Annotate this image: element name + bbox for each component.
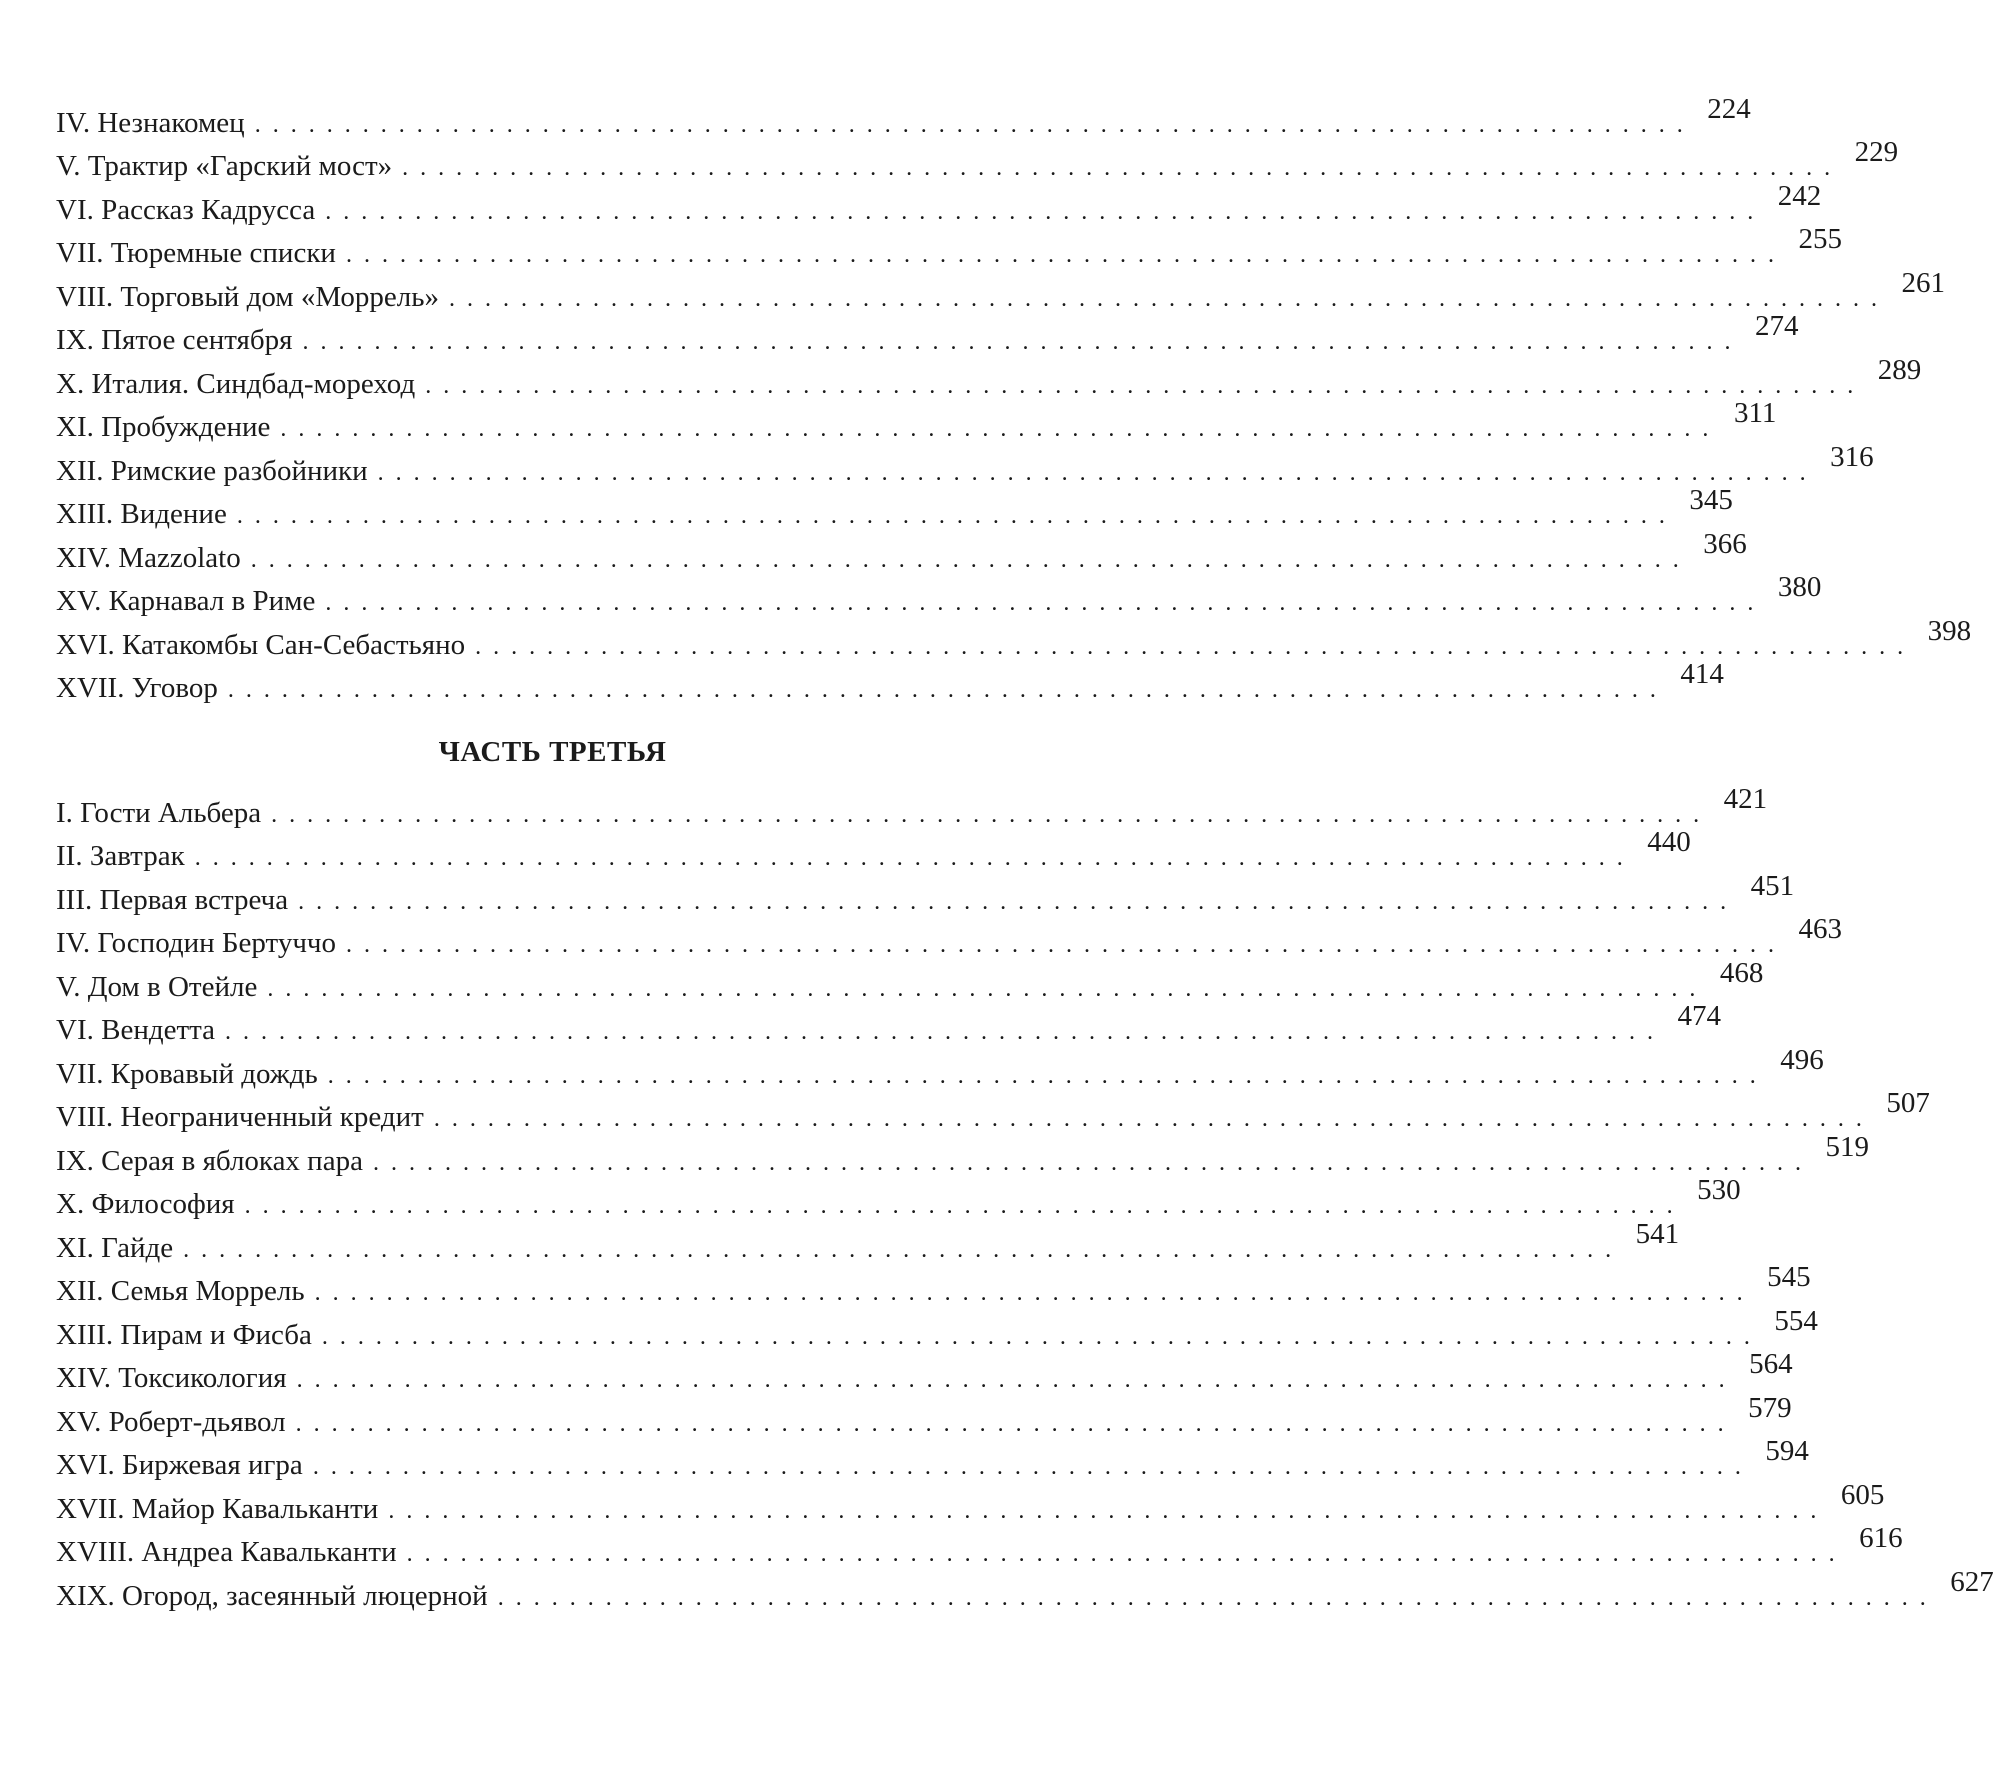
toc-entry-page: 398 (1927, 614, 1972, 647)
dot-leader: ................................................................................ (325, 198, 1766, 225)
dot-leader: ................................................................................ (244, 1193, 1685, 1219)
toc-entry (56, 223, 1842, 269)
toc-entry-title: X. Философия (56, 1188, 235, 1220)
toc-entry-title: IV. Господин Бертуччо (56, 927, 337, 959)
toc-entry (56, 658, 1724, 704)
dot-leader: ................................................................................ (225, 1019, 1666, 1045)
toc-entry (56, 826, 1691, 872)
toc-entry-page: 507 (1886, 1087, 1930, 1119)
dot-leader: ................................................................................ (402, 155, 1843, 181)
toc-entry-page: 289 (1877, 353, 1922, 386)
part-three-heading: ЧАСТЬ ТРЕТЬЯ (438, 736, 667, 768)
dot-leader: ................................................................................ (194, 845, 1635, 871)
toc-entry-title: XIII. Видение (56, 498, 227, 530)
dot-leader: ................................................................................ (327, 1062, 1768, 1089)
toc-entry-title: XIII. Пирам и Фисба (56, 1318, 312, 1351)
toc-entry-title: XVIII. Андреа Кавальканти (56, 1536, 397, 1568)
toc-entry-title: XI. Пробуждение (56, 411, 271, 443)
dot-leader: ................................................................................ (346, 932, 1787, 958)
toc-entry (56, 1087, 1930, 1133)
toc-entry-page: 564 (1749, 1348, 1793, 1380)
toc-entry (56, 440, 1874, 487)
toc-entry-page: 594 (1765, 1435, 1809, 1467)
dot-leader: ................................................................................ (267, 975, 1708, 1002)
toc-entry-title: XVII. Майор Кавальканти (56, 1492, 379, 1525)
toc-entry-page: 474 (1677, 1000, 1722, 1032)
toc-entry (56, 571, 1822, 617)
toc-entry (56, 136, 1899, 182)
toc-entry-page: 468 (1719, 956, 1764, 989)
toc-entry-page: 541 (1635, 1217, 1680, 1250)
toc-entry-title: II. Завтрак (56, 840, 185, 872)
toc-entry-title: VIII. Торговый дом «Моррель» (56, 280, 440, 313)
toc-entry (56, 1522, 1903, 1568)
toc-entry-page: 579 (1748, 1391, 1792, 1424)
toc-entry-page: 261 (1901, 266, 1946, 299)
toc-entry (56, 1217, 1680, 1264)
dot-leader: ................................................................................ (280, 416, 1721, 442)
toc-entry-page: 463 (1798, 913, 1843, 945)
toc-entry-page: 605 (1840, 1478, 1885, 1511)
toc-entry (56, 1565, 1994, 1612)
toc-entry-page: 545 (1767, 1261, 1811, 1293)
toc-entry (56, 92, 1751, 139)
toc-entry (56, 179, 1822, 226)
toc-entry-page: 311 (1733, 397, 1777, 429)
dot-leader: ................................................................................ (236, 503, 1677, 529)
toc-entry-title: VI. Вендетта (56, 1014, 216, 1046)
toc-entry (56, 484, 1733, 530)
toc-entry-title: XVI. Катакомбы Сан-Себастьяно (56, 628, 466, 661)
toc-entry-page: 242 (1777, 179, 1822, 212)
dot-leader: ................................................................................ (271, 801, 1712, 828)
toc-entry-title: I. Гости Альбера (56, 796, 262, 829)
toc-entry (56, 614, 1972, 661)
toc-entry-title: XVI. Биржевая игра (56, 1449, 303, 1481)
toc-entry (56, 956, 1764, 1003)
dot-leader: ................................................................................ (296, 1367, 1737, 1393)
toc-entry-page: 616 (1859, 1522, 1903, 1554)
toc-entry-title: XIX. Огород, засеянный люцерной (56, 1579, 488, 1612)
dot-leader: ................................................................................ (497, 1584, 1938, 1611)
toc-entry (56, 869, 1795, 916)
toc-entry-title: XIV. Токсикология (56, 1362, 287, 1394)
dot-leader: ................................................................................ (321, 1323, 1762, 1350)
toc-entry-page: 421 (1723, 782, 1768, 815)
toc-entry-title: V. Трактир «Гарский мост» (56, 150, 393, 182)
toc-entry (56, 1391, 1792, 1438)
toc-entry (56, 353, 1922, 400)
dot-leader: ................................................................................ (254, 111, 1695, 138)
toc-entry-page: 229 (1854, 136, 1899, 168)
toc-entry-page: 380 (1777, 571, 1822, 603)
dot-leader: ................................................................................ (312, 1454, 1753, 1480)
toc-entry-title: IV. Незнакомец (56, 106, 245, 139)
toc-entry (56, 782, 1768, 829)
toc-entry-page: 627 (1950, 1565, 1994, 1598)
toc-entry-page: 316 (1830, 440, 1874, 473)
toc-entry (56, 1435, 1809, 1481)
toc-entry (56, 527, 1747, 574)
toc-entry-title: V. Дом в Отейле (56, 970, 258, 1003)
toc-entry (56, 397, 1777, 443)
toc-entry-page: 255 (1798, 223, 1842, 255)
toc-entry-page: 519 (1825, 1130, 1869, 1163)
toc-entry-title: IX. Пятое сентября (56, 324, 293, 356)
toc-entry-page: 440 (1647, 826, 1691, 858)
toc-entry-page: 414 (1680, 658, 1724, 690)
dot-leader: ................................................................................ (388, 1497, 1829, 1524)
toc-entry-title: XIV. Mazzolato (56, 541, 241, 574)
dot-leader: ................................................................................ (295, 1410, 1736, 1437)
toc-entry-title: III. Первая встреча (56, 883, 289, 916)
toc-entry-page: 224 (1707, 92, 1751, 125)
toc-entry-title: XV. Роберт-дьявол (56, 1405, 286, 1438)
dot-leader: ................................................................................ (433, 1106, 1874, 1132)
toc-entry-page: 530 (1697, 1174, 1741, 1206)
toc-entry-title: VIII. Неограниченный кредит (56, 1101, 424, 1133)
dot-leader: ................................................................................ (345, 242, 1786, 268)
dot-leader: ................................................................................ (298, 888, 1739, 915)
toc-entry (56, 1348, 1793, 1394)
toc-entry (56, 1304, 1818, 1351)
dot-leader: ................................................................................ (325, 590, 1766, 616)
toc-entry-title: XII. Римские разбойники (56, 454, 368, 487)
toc-entry (56, 1174, 1741, 1220)
toc-entry-title: XV. Карнавал в Риме (56, 585, 316, 617)
toc-entry-page: 554 (1774, 1304, 1818, 1337)
toc-entry-title: X. Италия. Синдбад-мореход (56, 367, 416, 400)
toc-entry-title: VI. Рассказ Кадрусса (56, 193, 316, 226)
toc-entry-title: XII. Семья Моррель (56, 1275, 305, 1307)
dot-leader: ................................................................................ (302, 329, 1743, 355)
toc-entry-page: 366 (1703, 527, 1747, 560)
toc-entry (56, 1261, 1811, 1307)
dot-leader: ................................................................................ (183, 1236, 1624, 1263)
dot-leader: ................................................................................ (227, 677, 1668, 703)
toc-entry-title: IX. Серая в яблоках пара (56, 1144, 363, 1177)
dot-leader: ................................................................................ (425, 372, 1866, 399)
dot-leader: ................................................................................ (314, 1280, 1755, 1306)
dot-leader: ................................................................................ (377, 459, 1818, 486)
toc-entry (56, 1478, 1885, 1525)
dot-leader: ................................................................................ (406, 1541, 1847, 1567)
toc-entry-title: XVII. Уговор (56, 672, 218, 704)
toc-entry (56, 1000, 1722, 1046)
dot-leader: ................................................................................ (475, 633, 1916, 660)
toc-entry (56, 266, 1946, 313)
toc-entry (56, 1130, 1869, 1177)
toc-entry (56, 1043, 1824, 1090)
toc-list-part-three (56, 782, 1994, 1612)
toc-entry-title: VII. Кровавый дождь (56, 1057, 318, 1090)
toc-entry-title: XI. Гайде (56, 1231, 174, 1264)
toc-entry-page: 451 (1750, 869, 1795, 902)
dot-leader: ................................................................................ (449, 285, 1890, 312)
toc-entry (56, 913, 1843, 959)
toc-entry (56, 310, 1799, 356)
dot-leader: ................................................................................ (250, 546, 1691, 573)
toc-list-part-two (56, 92, 1972, 704)
toc-entry-title: VII. Тюремные списки (56, 237, 336, 269)
toc-entry-page: 274 (1755, 310, 1799, 342)
toc-entry-page: 496 (1780, 1043, 1824, 1076)
toc-entry-page: 345 (1689, 484, 1733, 516)
dot-leader: ................................................................................ (372, 1149, 1813, 1176)
